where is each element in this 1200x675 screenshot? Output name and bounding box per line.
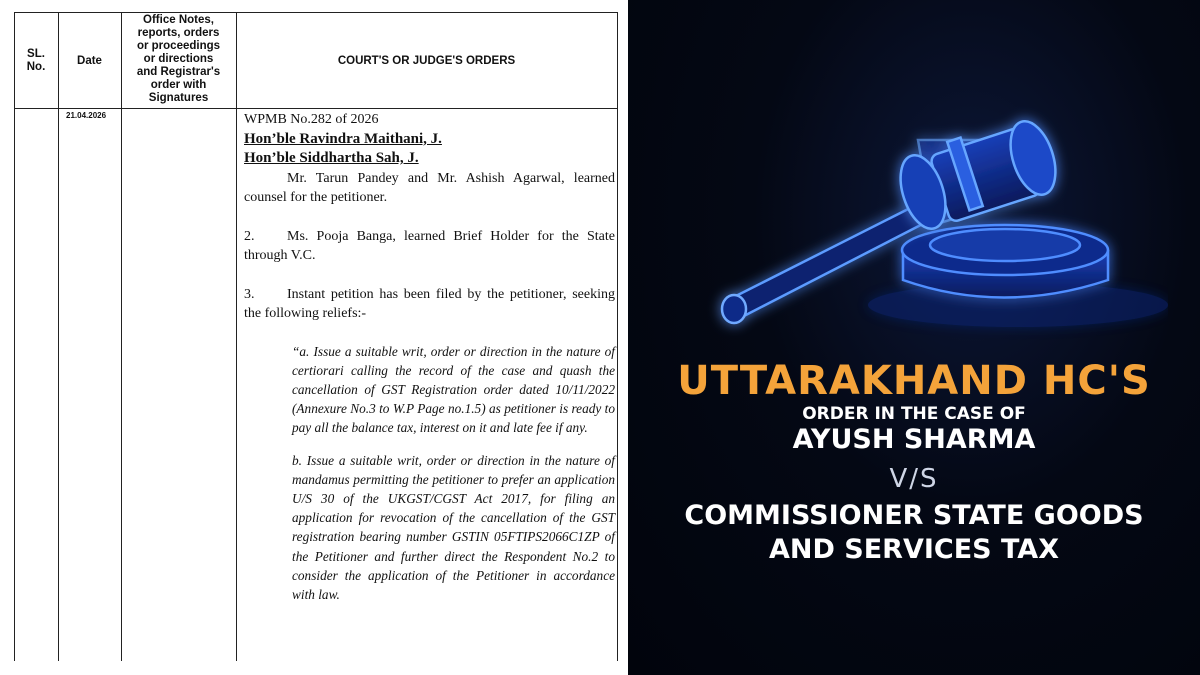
order-text [244,110,615,604]
table-divider-1 [58,12,59,661]
header-office-notes: Office Notes, reports, orders or proceedings or directions and Registrar's order with Signatures [136,14,221,104]
table-border-right [617,12,618,661]
case-number: WPMB No.282 of 2026 [244,112,379,127]
paragraph-2-number: 2. [244,228,255,244]
paragraph-1: Mr. Tarun Pandey and Mr. Ashish Agarwal, learned counsel for the petitioner. [244,170,615,205]
table-divider-2 [121,12,122,661]
promo-panel [628,0,1200,675]
table-divider-3 [236,12,237,661]
party-respondent-line-2: AND SERVICES TAX [768,534,1060,565]
paragraph-3: Instant petition has been filed by the petitioner, seeking the following reliefs:- [244,286,615,321]
paragraph-3-number: 3. [244,286,255,302]
judge-2: Hon’ble Siddhartha Sah, J. [244,150,419,166]
paragraph-2: Ms. Pooja Banga, learned Brief Holder for the State through V.C. [244,228,615,263]
headline-title: UTTARAKHAND HC'S [677,358,1151,404]
table-header-divider [14,108,618,109]
headline-subtitle: ORDER IN THE CASE OF [802,404,1026,424]
judge-1: Hon’ble Ravindra Maithani, J. [244,130,442,147]
order-date: 21.04.2026 [66,111,107,120]
gavel-icon [688,100,1168,360]
party-respondent-line-1: COMMISSIONER STATE GOODS [684,500,1144,531]
relief-a: “a. Issue a suitable writ, order or direction in the nature of certiorari calling the record of the case and quash the cancellation of GST Registration order dated 10/11/2022 (Annexure No.3 to W.P Page no.1.5) as petitioner is ready to pay all the balance tax, interest on it and late fee if any. [292,343,615,436]
table-border-top [14,12,618,13]
table-border-left [14,12,15,661]
header-date: Date [77,55,102,67]
party-petitioner: AYUSH SHARMA [792,424,1036,455]
versus-label: V/S [889,464,939,494]
header-sl-no: SL. No. [26,48,46,73]
header-orders: COURT'S OR JUDGE'S ORDERS [337,55,516,67]
relief-b: b. Issue a suitable writ, order or direction in the nature of mandamus permitting the petitioner to prefer an application U/S 30 of the UKGST/CGST Act 2017, for filing an application for revocation of the cancellation of the GST registration bearing number GSTIN 05FTIPS2066C1ZP of the Petitioner and further direct the Respondent No.2 to consider the application of the Petitioner in accordance with law. [292,452,615,602]
